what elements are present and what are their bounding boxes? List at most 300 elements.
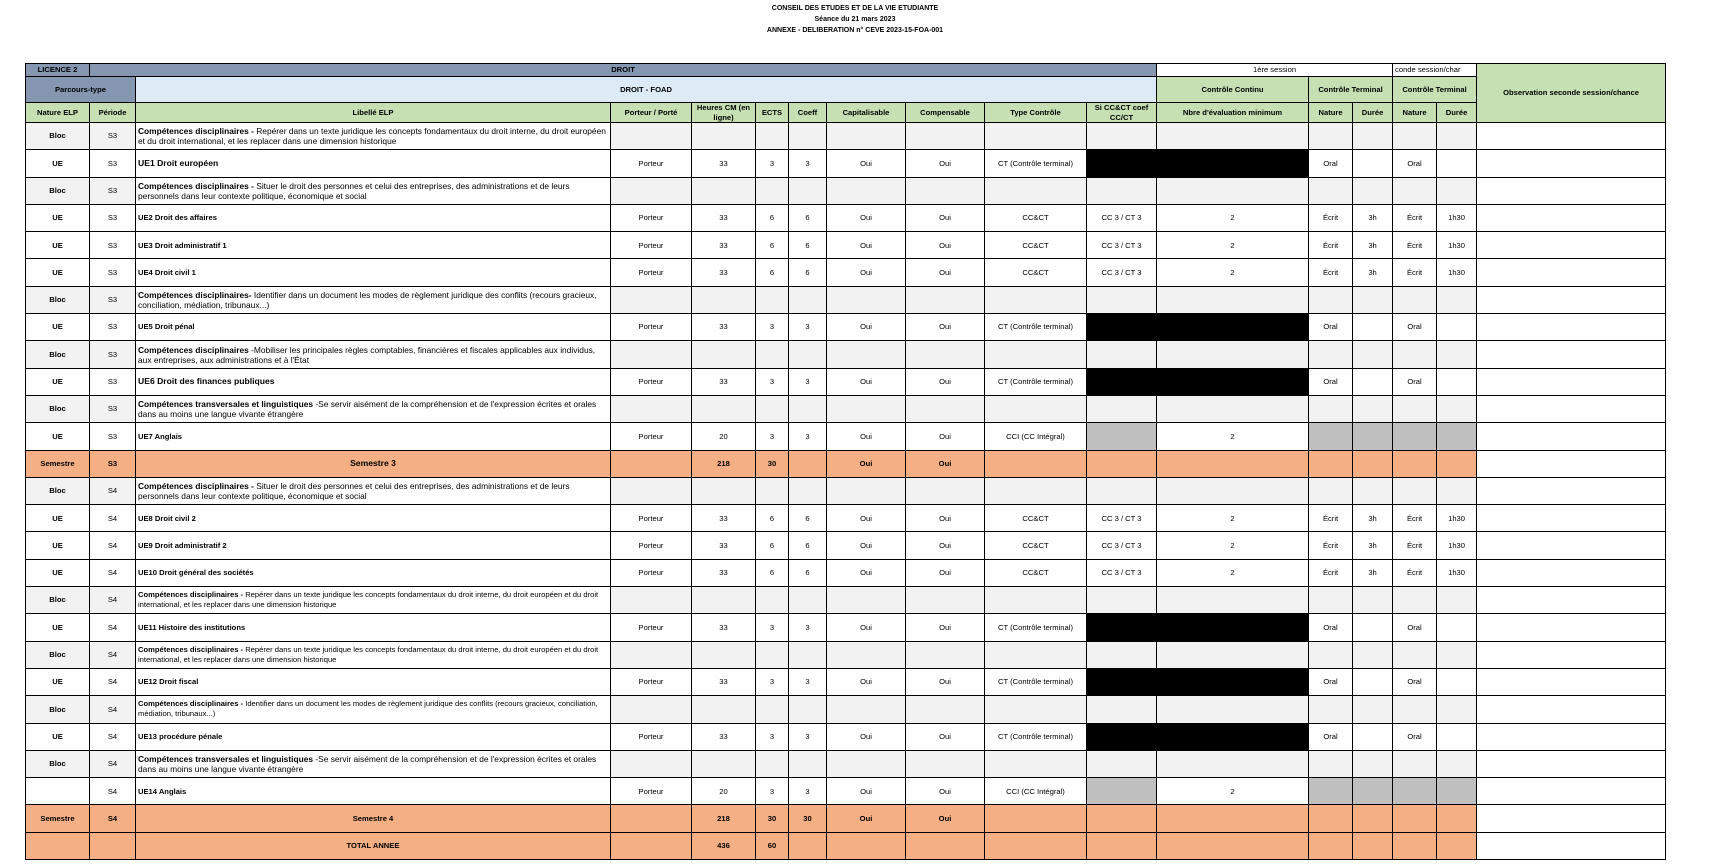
observation-cell xyxy=(1477,259,1666,286)
observation-cell xyxy=(1477,750,1666,777)
empty-cell xyxy=(1087,832,1157,859)
nature-2-cell xyxy=(1393,778,1437,805)
heures-cell: 33 xyxy=(692,505,756,532)
empty-cell xyxy=(692,395,756,422)
heures-cell: 20 xyxy=(692,423,756,450)
empty-cell xyxy=(1437,177,1477,204)
type-cell: CC&CT xyxy=(985,505,1087,532)
porteur-cell: Porteur xyxy=(611,423,692,450)
blacked-out-cell xyxy=(1087,723,1309,750)
coeff-cell: 3 xyxy=(789,778,827,805)
empty-cell xyxy=(1353,696,1393,723)
periode-cell: S3 xyxy=(90,368,136,395)
observation-cell xyxy=(1477,423,1666,450)
empty-cell xyxy=(1087,450,1157,477)
libelle-cell: UE12 Droit fiscal xyxy=(136,668,611,695)
observation-cell xyxy=(1477,395,1666,422)
empty-cell xyxy=(611,641,692,668)
periode-cell: S4 xyxy=(90,559,136,586)
duree-1-cell xyxy=(1353,368,1393,395)
observation-cell xyxy=(1477,177,1666,204)
porteur-cell: Porteur xyxy=(611,232,692,259)
nbre-eval-cell: 2 xyxy=(1157,532,1309,559)
ects-cell: 3 xyxy=(756,614,789,641)
empty-cell xyxy=(1157,123,1309,150)
coef-cc-ct-cell: CC 3 / CT 3 xyxy=(1087,259,1157,286)
empty-cell xyxy=(1353,123,1393,150)
empty-cell xyxy=(756,477,789,504)
ue-row xyxy=(26,314,1666,341)
blacked-out-cell xyxy=(1087,614,1309,641)
empty-cell xyxy=(1087,750,1157,777)
porteur-cell: Porteur xyxy=(611,668,692,695)
empty-cell xyxy=(1437,123,1477,150)
nature-2-cell: Oral xyxy=(1393,314,1437,341)
periode-cell: S3 xyxy=(90,150,136,177)
coef-cc-ct-cell: CC 3 / CT 3 xyxy=(1087,559,1157,586)
nature-cell xyxy=(26,832,90,859)
empty-cell xyxy=(1157,696,1309,723)
ects-cell: 3 xyxy=(756,778,789,805)
nature-1-cell xyxy=(1309,778,1353,805)
ct2-header: Contrôle Terminal xyxy=(1393,77,1477,103)
nature-1-cell: Oral xyxy=(1309,668,1353,695)
compensable-cell: Oui xyxy=(906,450,985,477)
bloc-row xyxy=(26,177,1666,204)
periode-cell: S3 xyxy=(90,204,136,231)
periode-cell: S3 xyxy=(90,450,136,477)
empty-cell xyxy=(1353,750,1393,777)
heures-cell: 33 xyxy=(692,314,756,341)
nbre-eval-cell: 2 xyxy=(1157,232,1309,259)
bloc-row xyxy=(26,477,1666,504)
empty-cell xyxy=(1309,477,1353,504)
semester-row xyxy=(26,805,1666,832)
nature-cell: UE xyxy=(26,259,90,286)
competence-text: -Se servir aisément de la compréhension et de l'expression écrites et orales dans au moins une langue vivante étrangère xyxy=(138,399,597,420)
empty-cell xyxy=(1437,286,1477,313)
empty-cell xyxy=(1393,341,1437,368)
empty-cell xyxy=(1087,123,1157,150)
empty-cell xyxy=(789,123,827,150)
empty-cell xyxy=(1157,450,1309,477)
heures-cell: 33 xyxy=(692,723,756,750)
periode-cell: S4 xyxy=(90,614,136,641)
duree-2-cell: 1h30 xyxy=(1437,259,1477,286)
empty-cell xyxy=(1393,587,1437,614)
duree-1-cell: 3h xyxy=(1353,559,1393,586)
empty-cell xyxy=(1309,177,1353,204)
periode-cell: S4 xyxy=(90,587,136,614)
nature-1-cell: Écrit xyxy=(1309,204,1353,231)
empty-cell xyxy=(827,123,906,150)
empty-cell xyxy=(1437,832,1477,859)
heures-cell: 218 xyxy=(692,450,756,477)
observation-cell xyxy=(1477,341,1666,368)
nature-cell: UE xyxy=(26,559,90,586)
porteur-cell: Porteur xyxy=(611,723,692,750)
ects-cell: 6 xyxy=(756,532,789,559)
domain-cell: DROIT xyxy=(90,64,1157,77)
empty-cell xyxy=(611,395,692,422)
observation-cell xyxy=(1477,559,1666,586)
blacked-out-cell xyxy=(1087,368,1309,395)
capitalisable-cell: Oui xyxy=(827,259,906,286)
empty-cell xyxy=(1353,286,1393,313)
empty-cell xyxy=(1393,286,1437,313)
empty-cell xyxy=(827,696,906,723)
observation-cell xyxy=(1477,505,1666,532)
type-cell: CT (Contrôle terminal) xyxy=(985,368,1087,395)
level-cell: LICENCE 2 xyxy=(26,64,90,77)
blacked-out-cell xyxy=(1087,150,1309,177)
type-cell: CT (Contrôle terminal) xyxy=(985,614,1087,641)
compensable-cell: Oui xyxy=(906,232,985,259)
empty-cell xyxy=(1393,477,1437,504)
observation-cell xyxy=(1477,805,1666,832)
empty-cell xyxy=(789,587,827,614)
col-nature-elp: Nature ELP xyxy=(26,103,90,123)
compensable-cell: Oui xyxy=(906,668,985,695)
observation-cell xyxy=(1477,668,1666,695)
type-cell: CCI (CC Intégral) xyxy=(985,778,1087,805)
libelle-cell: Semestre 4 xyxy=(136,805,611,832)
observation-cell xyxy=(1477,368,1666,395)
type-cell: CCI (CC Intégral) xyxy=(985,423,1087,450)
empty-cell xyxy=(827,177,906,204)
empty-cell xyxy=(1437,477,1477,504)
porteur-cell: Porteur xyxy=(611,368,692,395)
ue-row xyxy=(26,532,1666,559)
ue-row xyxy=(26,559,1666,586)
libelle-cell: UE6 Droit des finances publiques xyxy=(136,368,611,395)
empty-cell xyxy=(789,641,827,668)
nature-2-cell: Oral xyxy=(1393,368,1437,395)
nature-2-cell: Écrit xyxy=(1393,204,1437,231)
libelle-cell: UE1 Droit européen xyxy=(136,150,611,177)
capitalisable-cell: Oui xyxy=(827,204,906,231)
nature-2-cell: Écrit xyxy=(1393,532,1437,559)
nature-2-cell: Écrit xyxy=(1393,505,1437,532)
empty-cell xyxy=(692,696,756,723)
nature-1-cell: Écrit xyxy=(1309,532,1353,559)
ects-cell: 60 xyxy=(756,832,789,859)
type-cell: CC&CT xyxy=(985,559,1087,586)
nature-cell: Bloc xyxy=(26,286,90,313)
duree-2-cell xyxy=(1437,723,1477,750)
periode-cell: S4 xyxy=(90,477,136,504)
header-line-3: ANNEXE - DELIBERATION n° CEVE 2023-15-FOA-001 xyxy=(766,27,944,34)
empty-cell xyxy=(1087,341,1157,368)
competence-text: Situer le droit des personnes et celui des entreprises, des administrations et de leurs personnels dans leur contexte politique, économique et social xyxy=(138,180,570,201)
compensable-cell: Oui xyxy=(906,368,985,395)
coeff-cell: 6 xyxy=(789,559,827,586)
periode-cell: S3 xyxy=(90,341,136,368)
empty-cell xyxy=(1087,587,1157,614)
libelle-cell xyxy=(136,641,611,668)
empty-cell xyxy=(827,341,906,368)
capitalisable-cell: Oui xyxy=(827,805,906,832)
duree-2-cell xyxy=(1437,150,1477,177)
empty-cell xyxy=(906,123,985,150)
competence-text: -Se servir aisément de la compréhension et de l'expression écrites et orales dans au moins une langue vivante étrangère xyxy=(138,753,597,774)
periode-cell: S4 xyxy=(90,668,136,695)
empty-cell xyxy=(789,395,827,422)
header-line-2: Séance du 21 mars 2023 xyxy=(814,16,896,23)
capitalisable-cell: Oui xyxy=(827,232,906,259)
empty-cell xyxy=(1309,587,1353,614)
header-row-second xyxy=(26,77,1666,103)
nbre-eval-cell: 2 xyxy=(1157,204,1309,231)
libelle-cell xyxy=(136,123,611,150)
nature-1-cell: Oral xyxy=(1309,150,1353,177)
empty-cell xyxy=(756,286,789,313)
ue-row xyxy=(26,505,1666,532)
ue-row xyxy=(26,668,1666,695)
coeff-cell: 30 xyxy=(789,805,827,832)
compensable-cell xyxy=(906,832,985,859)
empty-cell xyxy=(1353,177,1393,204)
periode-cell: S4 xyxy=(90,805,136,832)
empty-cell xyxy=(789,477,827,504)
competence-label: Compétences disciplinaires xyxy=(138,344,252,355)
libelle-cell: UE8 Droit civil 2 xyxy=(136,505,611,532)
empty-cell xyxy=(756,177,789,204)
heures-cell: 218 xyxy=(692,805,756,832)
empty-cell xyxy=(611,587,692,614)
ue-row xyxy=(26,423,1666,450)
competence-label: Compétences transversales et linguistiques xyxy=(138,399,316,410)
ects-cell: 6 xyxy=(756,505,789,532)
empty-cell xyxy=(1309,750,1353,777)
coef-cc-ct-cell: CC 3 / CT 3 xyxy=(1087,204,1157,231)
empty-cell xyxy=(789,177,827,204)
duree-1-cell: 3h xyxy=(1353,259,1393,286)
empty-cell xyxy=(1309,641,1353,668)
empty-cell xyxy=(1309,286,1353,313)
nature-cell: UE xyxy=(26,314,90,341)
type-cell: CT (Contrôle terminal) xyxy=(985,723,1087,750)
nature-1-cell: Écrit xyxy=(1309,505,1353,532)
empty-cell xyxy=(985,696,1087,723)
porteur-cell xyxy=(611,832,692,859)
empty-cell xyxy=(692,286,756,313)
empty-cell xyxy=(1087,395,1157,422)
empty-cell xyxy=(1087,177,1157,204)
heures-cell: 436 xyxy=(692,832,756,859)
nbre-eval-cell: 2 xyxy=(1157,559,1309,586)
coeff-cell xyxy=(789,832,827,859)
empty-cell xyxy=(1157,750,1309,777)
nature-cell: UE xyxy=(26,232,90,259)
periode-cell: S4 xyxy=(90,750,136,777)
empty-cell xyxy=(1353,832,1393,859)
capitalisable-cell: Oui xyxy=(827,314,906,341)
capitalisable-cell: Oui xyxy=(827,368,906,395)
duree-2-cell: 1h30 xyxy=(1437,204,1477,231)
empty-cell xyxy=(906,641,985,668)
duree-1-cell: 3h xyxy=(1353,204,1393,231)
nature-2-cell: Écrit xyxy=(1393,232,1437,259)
duree-2-cell: 1h30 xyxy=(1437,505,1477,532)
ects-cell: 3 xyxy=(756,368,789,395)
empty-cell xyxy=(985,750,1087,777)
periode-cell: S3 xyxy=(90,177,136,204)
programme-cell: DROIT - FOAD xyxy=(136,77,1157,103)
periode-cell: S4 xyxy=(90,778,136,805)
type-cell: CC&CT xyxy=(985,259,1087,286)
libelle-cell: TOTAL ANNEE xyxy=(136,832,611,859)
periode-cell: S4 xyxy=(90,532,136,559)
col-periode: Période xyxy=(90,103,136,123)
duree-1-cell: 3h xyxy=(1353,505,1393,532)
ects-cell: 3 xyxy=(756,723,789,750)
libelle-cell: UE10 Droit général des sociétés xyxy=(136,559,611,586)
coeff-cell: 3 xyxy=(789,368,827,395)
empty-cell xyxy=(756,123,789,150)
empty-cell xyxy=(1437,805,1477,832)
coeff-cell: 6 xyxy=(789,204,827,231)
coef-cc-ct-cell xyxy=(1087,423,1157,450)
nature-cell: Bloc xyxy=(26,395,90,422)
empty-cell xyxy=(1353,450,1393,477)
col-ects: ECTS xyxy=(756,103,789,123)
ue-row xyxy=(26,232,1666,259)
nature-cell: Bloc xyxy=(26,641,90,668)
observation-header: Observation seconde session/chance xyxy=(1477,64,1666,123)
duree-2-cell xyxy=(1437,778,1477,805)
empty-cell xyxy=(1157,286,1309,313)
empty-cell xyxy=(827,641,906,668)
ue-row xyxy=(26,368,1666,395)
empty-cell xyxy=(985,477,1087,504)
coef-cc-ct-cell: CC 3 / CT 3 xyxy=(1087,505,1157,532)
competence-label: Compétences disciplinaires- xyxy=(138,289,254,300)
nature-1-cell: Écrit xyxy=(1309,232,1353,259)
competence-label: Compétences transversales et linguistiques xyxy=(138,753,316,764)
ct1-header: Contrôle Terminal xyxy=(1309,77,1393,103)
competence-label: Compétences disciplinaires - xyxy=(138,481,257,491)
heures-cell: 33 xyxy=(692,204,756,231)
capitalisable-cell: Oui xyxy=(827,505,906,532)
periode-cell xyxy=(90,832,136,859)
bloc-row xyxy=(26,341,1666,368)
ue-row xyxy=(26,259,1666,286)
bloc-row xyxy=(26,641,1666,668)
heures-cell: 33 xyxy=(692,559,756,586)
col-type: Type Contrôle xyxy=(985,103,1087,123)
libelle-cell xyxy=(136,696,611,723)
col-porteur: Porteur / Porté xyxy=(611,103,692,123)
ue-row xyxy=(26,614,1666,641)
nbre-eval-cell: 2 xyxy=(1157,505,1309,532)
bloc-row xyxy=(26,286,1666,313)
cc-header: Contrôle Continu xyxy=(1157,77,1309,103)
competence-text: -Mobiliser les principales règles comptables, financières et fiscales applicables aux individus, aux entreprises, aux administrations et à l'État xyxy=(138,344,596,365)
empty-cell xyxy=(906,177,985,204)
nature-2-cell: Écrit xyxy=(1393,259,1437,286)
heures-cell: 33 xyxy=(692,259,756,286)
heures-cell: 33 xyxy=(692,150,756,177)
nature-cell: Bloc xyxy=(26,341,90,368)
capitalisable-cell: Oui xyxy=(827,668,906,695)
nbre-eval-cell: 2 xyxy=(1157,423,1309,450)
type-cell: CC&CT xyxy=(985,532,1087,559)
empty-cell xyxy=(1393,750,1437,777)
empty-cell xyxy=(985,286,1087,313)
empty-cell xyxy=(789,750,827,777)
empty-cell xyxy=(1353,587,1393,614)
empty-cell xyxy=(789,696,827,723)
porteur-cell: Porteur xyxy=(611,778,692,805)
col-nature-1: Nature xyxy=(1309,103,1353,123)
empty-cell xyxy=(756,395,789,422)
empty-cell xyxy=(1353,341,1393,368)
empty-cell xyxy=(1393,805,1437,832)
type-cell: CC&CT xyxy=(985,204,1087,231)
col-duree-2: Durée xyxy=(1437,103,1477,123)
libelle-cell xyxy=(136,286,611,313)
doc-header xyxy=(0,3,1710,36)
empty-cell xyxy=(692,587,756,614)
periode-cell: S3 xyxy=(90,395,136,422)
observation-cell xyxy=(1477,123,1666,150)
col-si: Si CC&CT coef CC/CT xyxy=(1087,103,1157,123)
capitalisable-cell: Oui xyxy=(827,150,906,177)
empty-cell xyxy=(1087,286,1157,313)
libelle-cell xyxy=(136,587,611,614)
libelle-cell xyxy=(136,477,611,504)
duree-1-cell xyxy=(1353,778,1393,805)
type-cell: CT (Contrôle terminal) xyxy=(985,150,1087,177)
bloc-row xyxy=(26,696,1666,723)
ects-cell: 3 xyxy=(756,150,789,177)
periode-cell: S4 xyxy=(90,696,136,723)
column-header-row xyxy=(26,103,1666,123)
duree-2-cell: 1h30 xyxy=(1437,559,1477,586)
competence-label: Compétences disciplinaires - xyxy=(138,699,246,709)
empty-cell xyxy=(1157,832,1309,859)
porteur-cell: Porteur xyxy=(611,505,692,532)
periode-cell: S3 xyxy=(90,232,136,259)
porteur-cell: Porteur xyxy=(611,259,692,286)
coeff-cell: 6 xyxy=(789,505,827,532)
empty-cell xyxy=(611,177,692,204)
heures-cell: 33 xyxy=(692,668,756,695)
capitalisable-cell: Oui xyxy=(827,423,906,450)
libelle-cell: UE13 procédure pénale xyxy=(136,723,611,750)
nature-cell: UE xyxy=(26,532,90,559)
ects-cell: 6 xyxy=(756,204,789,231)
empty-cell xyxy=(1353,805,1393,832)
empty-cell xyxy=(906,395,985,422)
compensable-cell: Oui xyxy=(906,423,985,450)
nature-cell: Bloc xyxy=(26,123,90,150)
coeff-cell: 3 xyxy=(789,150,827,177)
competence-text: Repérer dans un texte juridique les concepts fondamentaux du droit interne, du droit européen et du droit international, et les replacer dans une dimension historique xyxy=(138,644,599,664)
empty-cell xyxy=(985,641,1087,668)
observation-cell xyxy=(1477,532,1666,559)
empty-cell xyxy=(1393,696,1437,723)
competence-text: Identifier dans un document les modes de règlement juridique des conflits (recours gracieux, conciliation, médiation, tribunaux...) xyxy=(138,699,598,719)
observation-cell xyxy=(1477,832,1666,859)
col-compensable: Compensable xyxy=(906,103,985,123)
col-heures: Heures CM (en ligne) xyxy=(692,103,756,123)
ects-cell: 30 xyxy=(756,805,789,832)
coeff-cell: 3 xyxy=(789,723,827,750)
nature-1-cell: Oral xyxy=(1309,314,1353,341)
ue-row xyxy=(26,723,1666,750)
